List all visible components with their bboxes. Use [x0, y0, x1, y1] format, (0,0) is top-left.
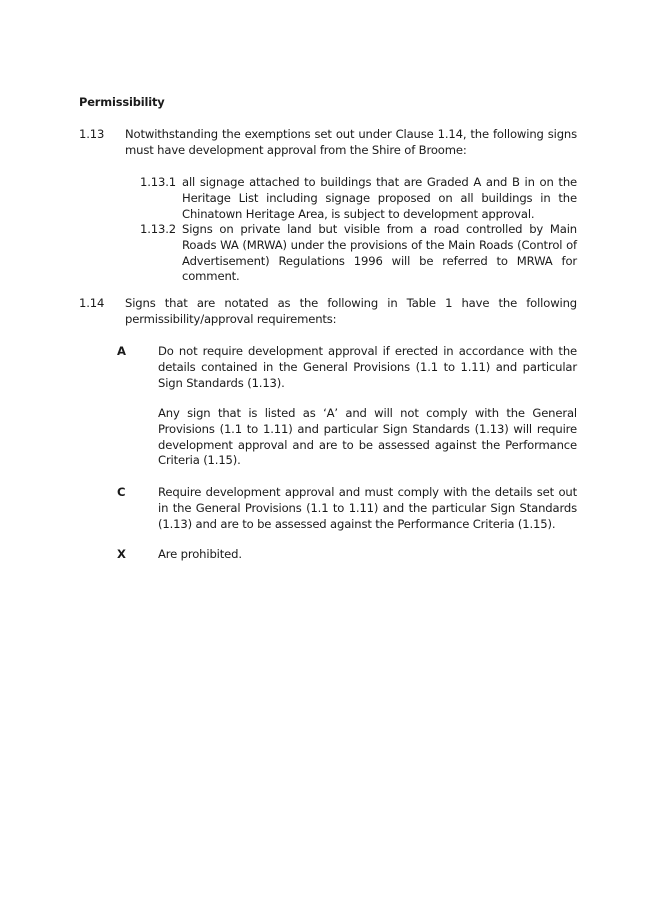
clause-number-1-13: 1.13 [79, 127, 105, 141]
section-heading: Permissibility [79, 95, 165, 109]
category-label-x: X [117, 547, 126, 561]
category-text-x: Are prohibited. [158, 547, 242, 561]
category-extra-a: Any sign that is listed as ‘A’ and will not comply with the General Provisions (1.1 to 1.11) and particular Sign Standards (1.13) will require development approval and are to be assessed against the Performance Criteria (1.15). [158, 406, 577, 468]
clause-number-1-14: 1.14 [79, 296, 105, 310]
category-label-c: C [117, 485, 126, 499]
subclause-number-1-13-2: 1.13.2 [140, 222, 176, 236]
subclause-text-1-13-1: all signage attached to buildings that are Graded A and B in on the Heritage List including signage proposed on all buildings in the Chinatown Heritage Area, is subject to development approval. [182, 175, 577, 221]
subclause-text-1-13-2: Signs on private land but visible from a road controlled by Main Roads WA (MRWA) under the provisions of the Main Roads (Control of Advertisement) Regulations 1996 will be referred to MRWA for comment. [182, 222, 577, 284]
clause-text-1-13: Notwithstanding the exemptions set out under Clause 1.14, the following signs must have development approval from the Shire of Broome: [125, 127, 577, 157]
clause-text-1-14: Signs that are notated as the following in Table 1 have the following permissibility/approval requirements: [125, 296, 577, 326]
subclause-number-1-13-1: 1.13.1 [140, 175, 176, 189]
category-text-c: Require development approval and must comply with the details set out in the General Provisions (1.1 to 1.11) and the particular Sign Standards (1.13) and are to be assessed against the Performance Criteria (1.15). [158, 485, 577, 531]
category-text-a: Do not require development approval if erected in accordance with the details contained in the General Provisions (1.1 to 1.11) and particular Sign Standards (1.13). [158, 344, 577, 390]
category-label-a: A [117, 344, 126, 358]
